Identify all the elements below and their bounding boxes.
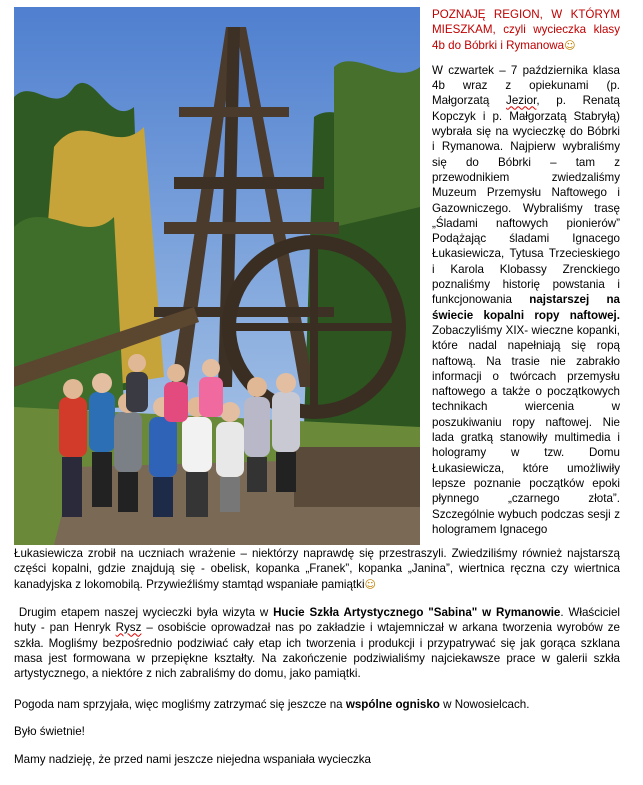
oil-derrick-illustration [14, 7, 420, 545]
right-column-text [432, 7, 620, 537]
smiley-icon: ☺ [364, 577, 376, 591]
paragraph-1-continuation: Łukasiewicza zrobił na uczniach wrażenie – niektórzy naprawdę się przestraszyli. Zwiedziliśmy również najstarszą części kopalni, gdzie znajdują się - obelisk, kopanka „Franek”, kopanka „Janina”, wiertnica ręczna czy wiertnica kanadyjska z lokomobilą. Przywieźliśmy stamtąd wspaniałe pamiątki☺ [14, 547, 620, 591]
bold-phrase: wspólne ognisko [345, 698, 440, 711]
article-title: POZNAJĘ REGION, W KTÓRYM MIESZKAM, czyli wycieczka klasy 4b do Bóbrki i Rymanowa☺ [432, 8, 620, 52]
paragraph-3: Pogoda nam sprzyjała, więc mogliśmy zatrzymać się jeszcze na wspólne ognisko w Nowosielcach. [14, 698, 530, 711]
spellcheck-word: Rysz [115, 621, 142, 635]
spellcheck-word: Jezior [506, 94, 537, 108]
group-photo [14, 7, 420, 545]
paragraph-5: Mamy nadzieję, że przed nami jeszcze niejedna wspaniała wycieczka [14, 753, 372, 766]
bold-phrase: najstarszej na świecie kopalni ropy naftowej. [432, 293, 620, 322]
smiley-icon: ☺ [564, 38, 576, 52]
paragraph-1: W czwartek – 7 października klasa 4b wraz z opiekunami (p. Małgorzatą Jezior, p. Renatą Kopczyk i p. Małgorzatą Stabryłą) wybrała się na wycieczkę do Bóbrki i Rymanowa. Najpierw wybraliśmy się do Bóbrki – tam z przewodnikiem zwiedzaliśmy Muzeum Przemysłu Naftowego i Gazowniczego. Wybraliśmy trasę „Śladami naftowych pionierów” Podążając śladami Ignacego Łukasiewicza, Tytusa Trzecieskiego i Karola Klobassy Zrenckiego poznaliśmy historię powstania i funkcjonowania najstarszej na świecie kopalni ropy naftowej. Zobaczyliśmy XIX- wieczne kopanki, które nadal napełniają się ropą naftową. Na trasie nie zabrakło informacji o twórcach przemysłu naftowego a także o początkowych technikach wiercenia w poszukiwaniu ropy naftowej. Nie lada gratką stanowiły multimedia i hologramy w tzw. Domu Łukasiewicza, które umożliwiły lepsze poznanie początków epoki płynnego „czarnego złota”. Szczególnie wybuch podczas sesji z hologramem Ignacego [432, 63, 620, 536]
bold-phrase: Hucie Szkła Artystycznego "Sabina" w Rymanowie [273, 606, 561, 619]
paragraph-4: Było świetnie! [14, 725, 85, 738]
paragraph-2: Drugim etapem naszej wycieczki była wizyta w Hucie Szkła Artystycznego "Sabina" w Rymanowie. Właściciel huty - pan Henryk Rysz – osobiście oprowadzał nas po zakładzie i wtajemniczał w arkana tworzenia wyrobów ze szkła. Mogliśmy bezpośrednio podziwiać cały etap ich tworzenia i produkcji i przypatrywać się jak gorąca szklana masa jest formowana w przepiękne kształty. Na zakończenie podziwialiśmy najciekawsze prace w galerii szkła artystycznego, a niektóre z nich zabraliśmy do domu, jako pamiątki. [14, 606, 620, 681]
